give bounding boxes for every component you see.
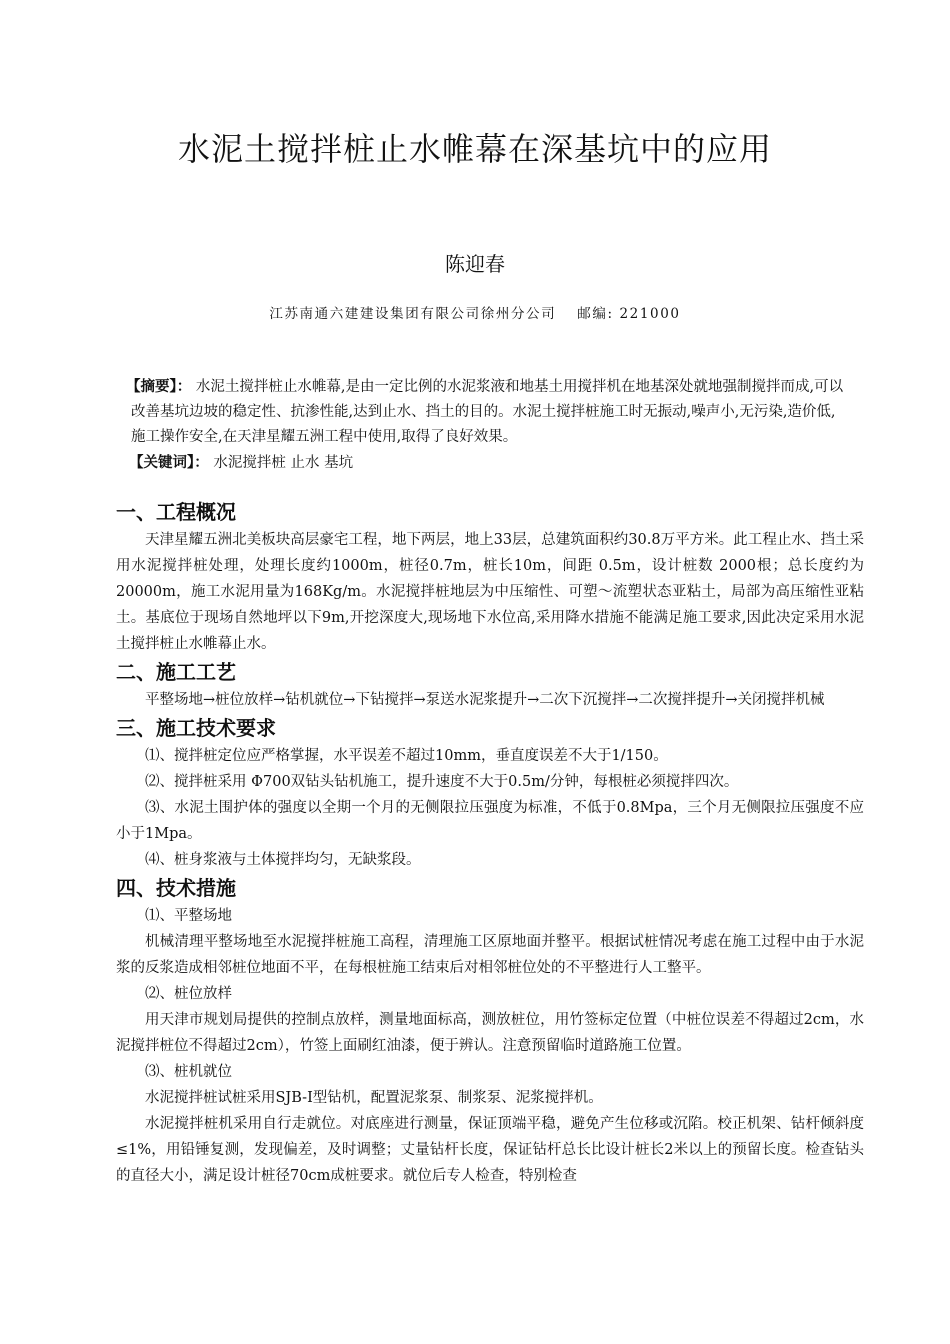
abstract-label: 【摘要】： — [126, 378, 192, 395]
section-heading: 四、技术措施 — [116, 876, 236, 900]
keywords-text: 水泥搅拌桩 止水 基坑 — [208, 455, 354, 471]
author-affiliation: 江苏南通六建建设集团有限公司徐州分公司 邮编: 221000 — [269, 306, 681, 322]
section-paragraph: 水泥搅拌桩机采用自行走就位。对底座进行测量，保证顶端平稳，避免产生位移或沉陷。校正机架、钻杆倾斜度≤1%，用铅锤复测，发现偏差，及时调整；丈量钻杆长度，保证钻杆总长比设计桩长2米以上的预留长度。检查钻头的直径大小，满足设计桩径70cm成桩要求。就位后专人检查，特别检查 — [116, 1116, 864, 1184]
requirement-item: ⑷、桩身浆液与土体搅拌均匀，无缺浆段。 — [145, 852, 421, 868]
requirement-item: ⑴、搅拌桩定位应严格掌握，水平误差不超过10mm，垂直度误差不大于1/150。 — [145, 748, 668, 764]
abstract-block — [126, 374, 849, 476]
section-heading: 二、施工工艺 — [116, 660, 236, 684]
document-title: 水泥土搅拌桩止水帷幕在深基坑中的应用 — [177, 130, 772, 168]
abstract-text: 水泥土搅拌桩止水帷幕,是由一定比例的水泥浆液和地基土用搅拌机在地基深处就地强制搅拌而成,可以改善基坑边坡的稳定性、抗渗性能,达到止水、挡土的目的。水泥土搅拌桩施工时无振动,噪声小,无污染,造价低,施工操作安全,在天津星耀五洲工程中使用,取得了良好效果。 — [131, 379, 844, 445]
section-heading: 一、工程概况 — [116, 500, 236, 524]
requirement-item: ⑵、搅拌桩采用 Φ700双钻头钻机施工，提升速度不大于0.5m/分钟，每根桩必须搅拌四次。 — [145, 774, 739, 790]
section-paragraph: 用天津市规划局提供的控制点放样，测量地面标高，测放桩位，用竹签标定位置（中桩位误差不得超过2cm，水泥搅拌桩位不得超过2cm），竹签上面刷红油漆，便于辨认。注意预留临时道路施工位置。 — [116, 1012, 864, 1054]
subsection-heading: ⑵、桩位放样 — [145, 986, 232, 1002]
keywords-paragraph — [129, 450, 849, 476]
section-paragraph: 机械清理平整场地至水泥搅拌桩施工高程，清理施工区原地面并整平。根据试桩情况考虑在施工过程中由于水泥浆的反浆造成相邻桩位地面不平，在每根桩施工结束后对相邻桩位处的不平整进行人工整平。 — [116, 934, 864, 976]
requirement-item: ⑶、水泥土围护体的强度以全期一个月的无侧限拉压强度为标准，不低于0.8Mpa，三个月无侧限拉压强度不应小于1Mpa。 — [116, 800, 864, 842]
section-paragraph: 天津星耀五洲北美板块高层豪宅工程，地下两层，地上33层，总建筑面积约30.8万平方米。此工程止水、挡土采用水泥搅拌桩处理，处理长度约1000m，桩径0.7m，桩长10m，间距 0.5m，设计桩数 2000根；总长度约为 20000m，施工水泥用量为168Kg/m。水泥搅拌桩地层为中压缩性、可塑～流塑状态亚粘土，局部为高压缩性亚粘土。基底位于现场自然地坪以下9m,开挖深度大,现场地下水位高,采用降水措施不能满足施工要求,因此决定采用水泥土搅拌桩止水帷幕止水。 — [116, 532, 864, 652]
section-paragraph: 水泥搅拌桩试桩采用SJB-I型钻机，配置泥浆泵、制浆泵、泥浆搅拌机。 — [145, 1090, 603, 1106]
section-heading: 三、施工技术要求 — [116, 716, 276, 740]
author-name: 陈迎春 — [445, 252, 505, 276]
document-body — [116, 497, 864, 1189]
subsection-heading: ⑴、平整场地 — [145, 908, 232, 924]
abstract-paragraph — [126, 374, 849, 450]
keywords-label: 【关键词】： — [129, 454, 209, 471]
section-paragraph: 平整场地→桩位放样→钻机就位→下钻搅拌→泵送水泥浆提升→二次下沉搅拌→二次搅拌提升→关闭搅拌机械 — [145, 692, 825, 708]
subsection-heading: ⑶、桩机就位 — [145, 1064, 232, 1080]
